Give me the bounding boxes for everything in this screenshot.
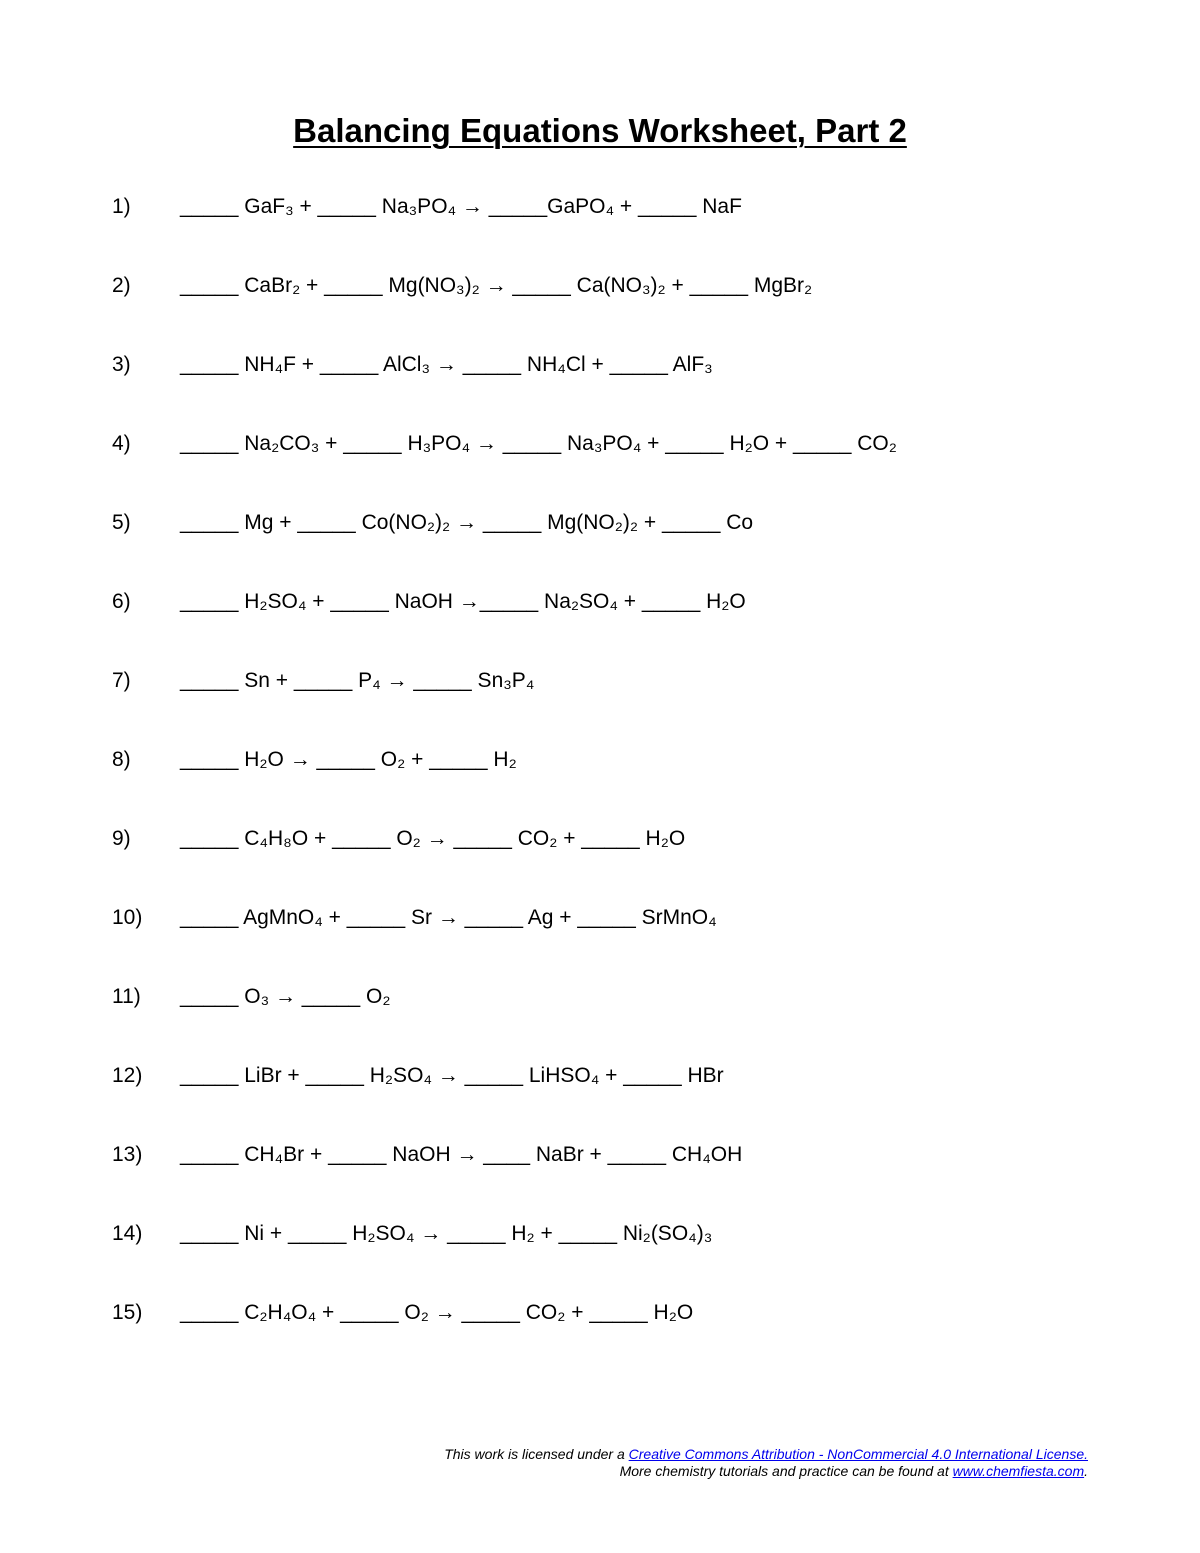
problem-number: 7) <box>112 669 131 692</box>
problem-item <box>112 822 1112 901</box>
problem-number: 10) <box>112 906 143 929</box>
problem-item <box>112 427 1112 506</box>
problem-number: 9) <box>112 827 131 850</box>
problem-number: 14) <box>112 1222 143 1245</box>
chemical-equation: _____ Ni + _____ H₂SO₄ → _____ H₂ + _____ Ni₂(SO₄)₃ <box>180 1222 713 1245</box>
chemical-equation: _____ NH₄F + _____ AlCl₃ → _____ NH₄Cl + _____ AlF₃ <box>180 353 713 376</box>
chemical-equation: _____ Mg + _____ Co(NO₂)₂ → _____ Mg(NO₂)₂ + _____ Co <box>180 511 754 534</box>
chemical-equation: _____ LiBr + _____ H₂SO₄ → _____ LiHSO₄ + _____ HBr <box>180 1064 724 1087</box>
problem-item <box>112 901 1112 980</box>
chemical-equation: _____ AgMnO₄ + _____ Sr → _____ Ag + _____ SrMnO₄ <box>180 906 717 929</box>
website-suffix: . <box>1084 1463 1088 1479</box>
problem-item <box>112 1296 1112 1375</box>
worksheet-title: Balancing Equations Worksheet, Part 2 <box>293 112 907 149</box>
chemical-equation: _____ H₂O → _____ O₂ + _____ H₂ <box>180 748 517 771</box>
license-link[interactable]: Creative Commons Attribution - NonCommercial 4.0 International License. <box>628 1446 1088 1462</box>
problem-item <box>112 1138 1112 1217</box>
chemical-equation: _____ C₂H₄O₄ + _____ O₂ → _____ CO₂ + _____ H₂O <box>180 1301 694 1324</box>
problem-item <box>112 1059 1112 1138</box>
problem-number: 1) <box>112 195 131 218</box>
license-footer <box>444 1446 1088 1480</box>
problem-item <box>112 506 1112 585</box>
problem-number: 12) <box>112 1064 143 1087</box>
problem-item <box>112 348 1112 427</box>
problem-number: 8) <box>112 748 131 771</box>
problem-number: 5) <box>112 511 131 534</box>
chemical-equation: _____ C₄H₈O + _____ O₂ → _____ CO₂ + _____ H₂O <box>180 827 686 850</box>
chemical-equation: _____ O₃ → _____ O₂ <box>180 985 391 1008</box>
problem-item <box>112 269 1112 348</box>
website-line <box>444 1463 1088 1480</box>
chemical-equation: _____ CaBr₂ + _____ Mg(NO₃)₂ → _____ Ca(NO₃)₂ + _____ MgBr₂ <box>180 274 813 297</box>
chemical-equation: _____ Na₂CO₃ + _____ H₃PO₄ → _____ Na₃PO₄ + _____ H₂O + _____ CO₂ <box>180 432 897 455</box>
problem-number: 4) <box>112 432 131 455</box>
license-line <box>444 1446 1088 1463</box>
license-text: This work is licensed under a <box>444 1446 625 1462</box>
problem-list <box>112 190 1112 1375</box>
chemical-equation: _____ Sn + _____ P₄ → _____ Sn₃P₄ <box>180 669 535 692</box>
problem-item <box>112 190 1112 269</box>
problem-number: 6) <box>112 590 131 613</box>
problem-number: 13) <box>112 1143 143 1166</box>
problem-item <box>112 585 1112 664</box>
problem-item <box>112 1217 1112 1296</box>
problem-item <box>112 980 1112 1059</box>
website-link[interactable]: www.chemfiesta.com <box>952 1463 1085 1479</box>
chemical-equation: _____ CH₄Br + _____ NaOH → ____ NaBr + _____ CH₄OH <box>180 1143 743 1166</box>
problem-number: 15) <box>112 1301 143 1324</box>
problem-number: 11) <box>112 985 141 1008</box>
website-text: More chemistry tutorials and practice can be found at <box>619 1463 949 1479</box>
chemical-equation: _____ H₂SO₄ + _____ NaOH →_____ Na₂SO₄ + _____ H₂O <box>180 590 746 613</box>
problem-item <box>112 743 1112 822</box>
problem-number: 3) <box>112 353 131 376</box>
problem-number: 2) <box>112 274 131 297</box>
chemical-equation: _____ GaF₃ + _____ Na₃PO₄ → _____GaPO₄ + _____ NaF <box>180 195 742 218</box>
problem-item <box>112 664 1112 743</box>
